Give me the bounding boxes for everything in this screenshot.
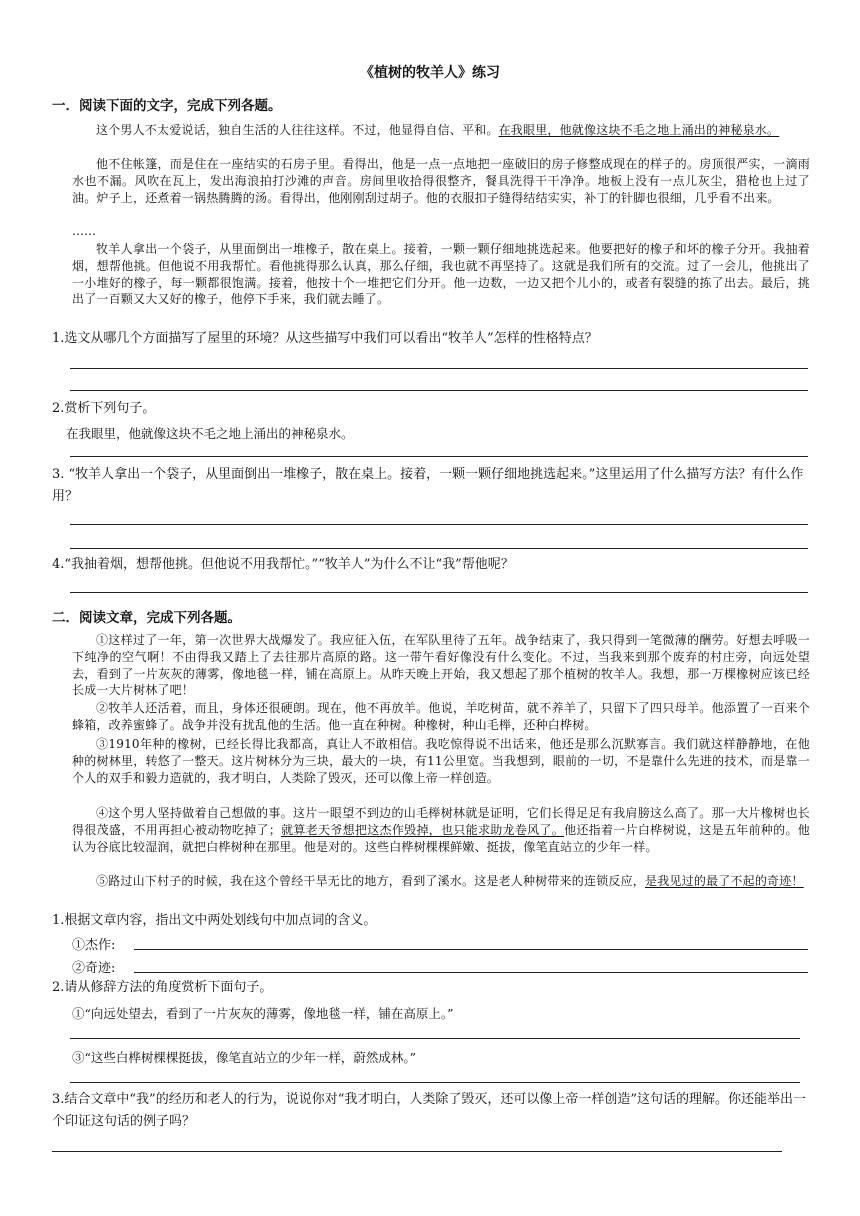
answer-line[interactable] (70, 390, 808, 391)
s2-question-2-b: ③“这些白桦树棵棵挺拔，像笔直站立的少年一样，蔚然成林。” (72, 1050, 417, 1065)
s2-paragraph-5 (72, 873, 810, 890)
s2-q1-field-b (72, 957, 134, 976)
s2-q1-field-a (72, 934, 134, 953)
s2-p4-underlined: 就算老天爷想把这杰作毁掉，也只能求助龙卷风了。 (281, 822, 565, 837)
s1-question-3: 3. “牧羊人拿出一个袋子，从里面倒出一堆橡子，散在桌上。接着，一颗一颗仔细地挑选起来。”这里运用了什么描写方法？有什么作用？ (52, 467, 804, 504)
answer-line[interactable] (70, 456, 808, 457)
answer-line[interactable] (70, 592, 808, 593)
s1-question-2-sentence: 在我眼里，他就像这块不毛之地上涌出的神秘泉水。 (66, 426, 354, 441)
s2-p5-underlined: 是我见过的最了不起的奇迹！ (645, 874, 804, 888)
s1-paragraph-3: 牧羊人拿出一个袋子，从里面倒出一堆橡子，散在桌上。接着，一颗一颗仔细地挑选起来。他要把好的橡子和坏的橡子分开。我抽着烟，想帮他挑。但他说不用我帮忙。看他挑得那么认真，那么仔细，我也就不再坚持了。这就是我们所有的交流。过了一会儿，他挑出了一小堆好的橡子，每一颗都很饱满。接着，他按十个一堆把它们分开。他一边数，一边又把个儿小的，或者有裂缝的拣了出去。最后，挑出了一百颗又大又好的橡子，他停下手来，我们就去睡了。 (72, 242, 810, 307)
s1-question-1: 1.选文从哪几个方面描写了屋里的环境？从这些描写中我们可以看出“牧羊人”怎样的性格特点？ (52, 331, 598, 346)
s2-p4-text: ④这个男人坚持做着自己想做的事。这片一眼望不到边的山毛榉树林就是证明，它们长得足足有我肩膀这么高了。那一大片橡树也长得很茂盛，不用再担心被动物吃掉了； (72, 806, 810, 837)
s2-paragraph-1: ①这样过了一年，第一次世界大战爆发了。我应征入伍，在军队里待了五年。战争结束了，我只得到一笔微薄的酬劳。好想去呼吸一下纯净的空气啊！不由得我又踏上了去往那片高原的路。这一带午看好像没有什么变化。不过，当我来到那个废弃的村庄旁，向远处望去，看到了一片灰灰的薄雾，像地毯一样，铺在高原上。从昨天晚上开始，我又想起了那个植树的牧羊人。我想，那一万棵橡树应该已经长成一大片树林了吧！ (72, 633, 810, 698)
answer-line[interactable] (70, 548, 808, 549)
s1-paragraph-2: 他不住帐篷，而是住在一座结实的石房子里。看得出，他是一点一点地把一座破旧的房子修整成现在的样子的。房顶很严实，一滴雨水也不漏。风吹在瓦上，发出海浪拍打沙滩的声音。房间里收拾得很整齐，餐具洗得干干净净。地板上没有一点儿灰尘，猎枪也上过了油。炉子上，还煮着一锅热腾腾的汤。看得出，他刚刚刮过胡子。他的衣服扣子缝得结结实实，补丁的针脚也很细，几乎看不出来。 (72, 157, 810, 205)
answer-line[interactable] (134, 972, 808, 973)
section2-heading: 二．阅读文章，完成下列各题。 (52, 610, 241, 626)
s2-paragraph-4 (72, 805, 810, 855)
s2-q1-label-a: ①杰作: (72, 938, 116, 953)
s1-question-2: 2.赏析下列句子。 (52, 401, 156, 416)
ellipsis: …… (72, 224, 96, 238)
answer-line[interactable] (70, 1082, 800, 1083)
s2-p4-text-end: 他还指着一片白桦树说，这是五年前种的。他认为谷底比较湿润，就把白桦树种在那里。他是对的。这些白桦树棵棵鲜嫩、挺拔，像笔直站立的少年一样。 (72, 822, 810, 854)
answer-line[interactable] (70, 524, 808, 525)
answer-line[interactable] (70, 1038, 800, 1039)
s2-question-2: 2.请从修辞方法的角度赏析下面句子。 (52, 980, 273, 995)
page-title: 《植树的牧羊人》练习 (360, 65, 500, 81)
section1-heading: 一．阅读下面的文字，完成下列各题。 (52, 98, 282, 114)
s2-question-3: 3.结合文章中“我”的经历和老人的行为，说说你对“我才明白，人类除了毁灭，还可以像上帝一样创造”这句话的理解。你还能举出一个印证这句话的例子吗？ (52, 1092, 806, 1129)
s1-p1-text: 这个男人不太爱说话，独自生活的人往往这样。不过，他显得自信、平和。 (96, 123, 499, 137)
answer-line[interactable] (52, 1151, 782, 1152)
answer-line[interactable] (134, 949, 808, 950)
s1-question-4: 4.“我抽着烟，想帮他挑。但他说不用我帮忙。”“牧羊人”为什么不让“我”帮他呢？ (52, 557, 514, 572)
s1-paragraph-1 (72, 122, 810, 139)
answer-line[interactable] (70, 368, 808, 369)
s1-p1-underlined: 在我眼里，他就像这块不毛之地上涌出的神秘泉水。 (498, 123, 780, 137)
s2-question-2-a: ①“向远处望去，看到了一片灰灰的薄雾，像地毯一样，铺在高原上。” (72, 1006, 454, 1021)
s2-paragraph-2: ②牧羊人还活着，而且，身体还很硬朗。现在，他不再放羊。他说，羊吃树苗，就不养羊了，只留下了四只母羊。他添置了一百来个蜂箱，改养蜜蜂了。战争并没有扰乱他的生活。他一直在种树。种橡树，种山毛榉，还种白桦树。 (72, 701, 810, 732)
s2-q1-label-b: ②奇迹: (72, 961, 116, 976)
s2-question-1: 1.根据文章内容，指出文中两处划线句中加点词的含义。 (52, 913, 377, 928)
s2-p5-text: ⑤路过山下村子的时候，我在这个曾经干旱无比的地方，看到了溪水。这是老人种树带来的连锁反应， (96, 874, 646, 888)
s2-paragraph-3: ③1910年种的橡树，已经长得比我都高，真让人不敢相信。我吃惊得说不出话来，他还是那么沉默寡言。我们就这样静静地，在他种的树林里，转悠了一整天。这片树林分为三块，最大的一块，有11公里宽。当我想到，眼前的一切，不是靠什么先进的技术，而是靠一个人的双手和毅力造就的，我才明白，人类除了毁灭，还可以像上帝一样创造。 (72, 737, 810, 785)
